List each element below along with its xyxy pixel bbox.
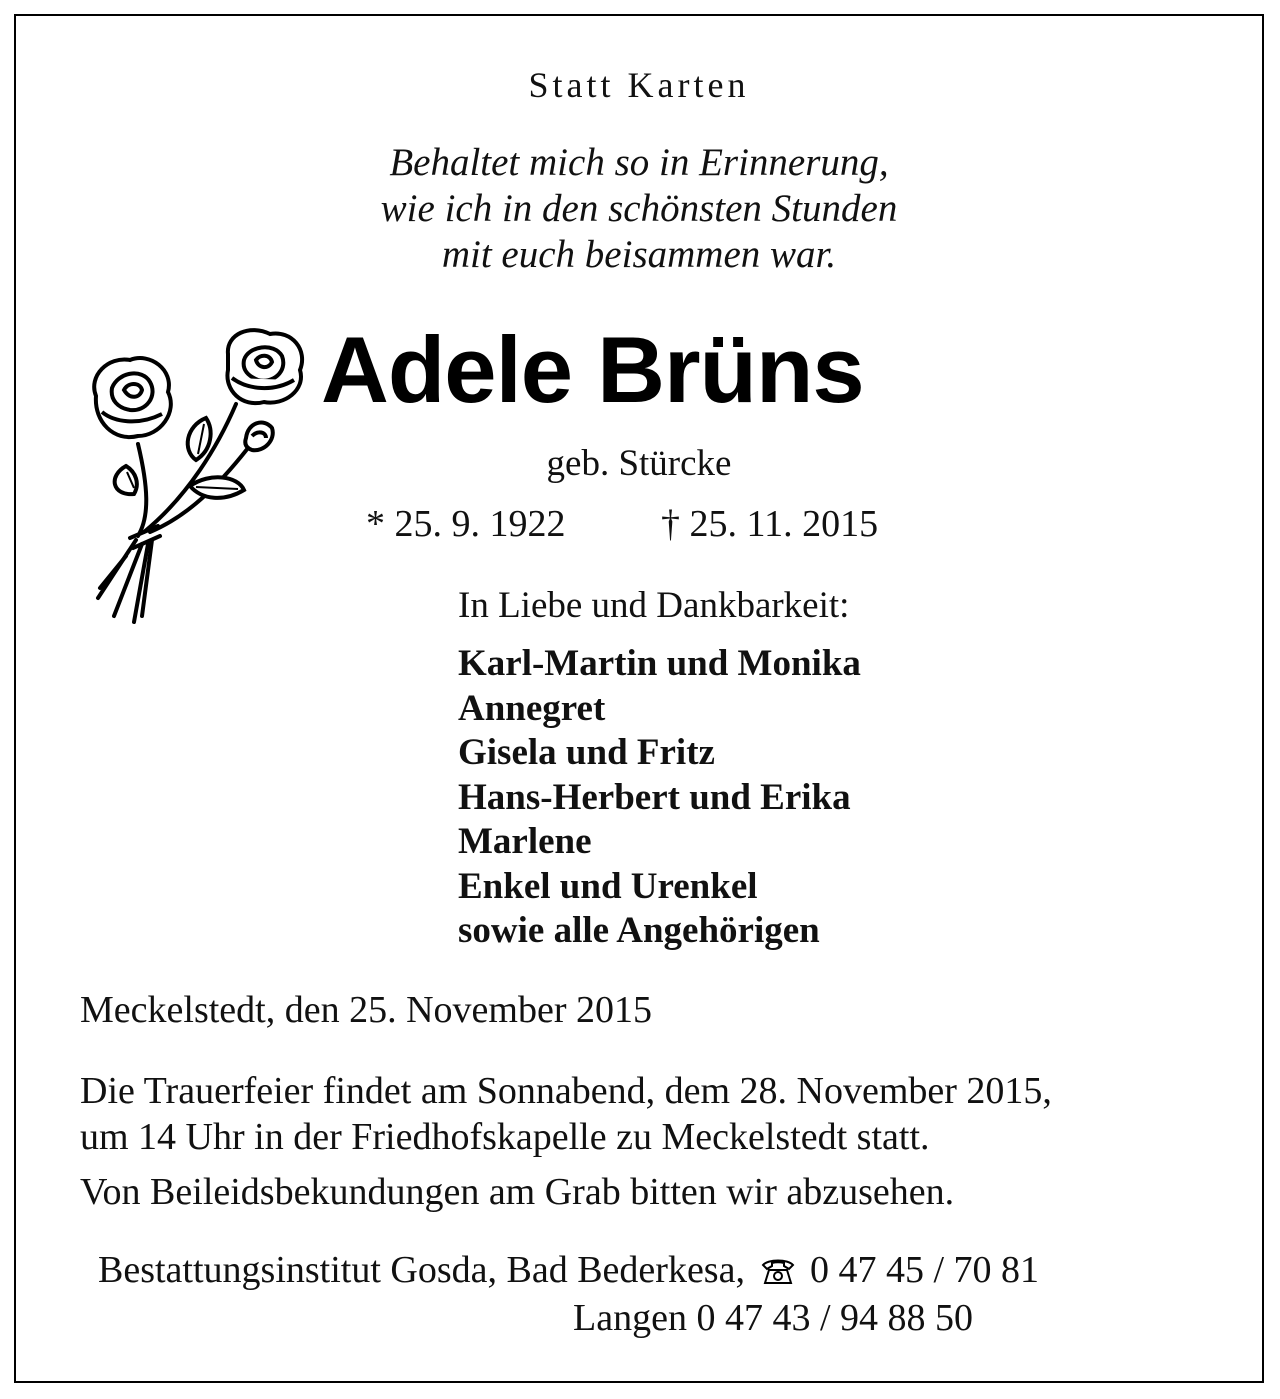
mourner: Karl-Martin und Monika [458,643,861,684]
place-date: Meckelstedt, den 25. November 2015 [80,989,652,1031]
mourner: Hans-Herbert und Erika [458,776,851,818]
mourner: Annegret [458,687,606,729]
mourner: sowie alle Angehörigen [458,910,820,951]
undertaker-line [98,1248,1039,1292]
obituary-notice [14,14,1264,1383]
undertaker-name: Bestattungsinstitut Gosda, Bad Bederkesa, [98,1249,745,1291]
death-date: † 25. 11. 2015 [661,503,879,545]
maiden-name: geb. Stürcke [546,443,732,484]
notice-header: Statt Karten [528,65,750,105]
birth-date: * 25. 9. 1922 [366,503,566,545]
mourner: Gisela und Fritz [458,732,715,773]
poem-line: wie ich in den schönsten Stunden [380,187,898,230]
poem [16,140,1262,278]
telephone-icon [760,1256,796,1286]
mourners-list [458,642,861,954]
service-line: Die Trauerfeier findet am Sonnabend, dem 28. November 2015, [80,1070,1052,1112]
deceased-name: Adele Brüns [321,317,864,422]
poem-line: mit euch beisammen war. [441,233,837,276]
mourner: Marlene [458,821,592,862]
condolence-note: Von Beileidsbekundungen am Grab bitten wir abzusehen. [80,1171,955,1213]
undertaker-langen: Langen 0 47 43 / 94 88 50 [573,1297,974,1339]
poem-line: Behaltet mich so in Erinnerung, [389,141,889,184]
mourner: Enkel und Urenkel [458,865,758,907]
service-line: um 14 Uhr in der Friedhofskapelle zu Meckelstedt statt. [80,1116,930,1158]
thanks-line: In Liebe und Dankbarkeit: [458,585,850,626]
phone-bederkesa: 0 47 45 / 70 81 [809,1249,1040,1291]
service-info [80,1068,1052,1160]
